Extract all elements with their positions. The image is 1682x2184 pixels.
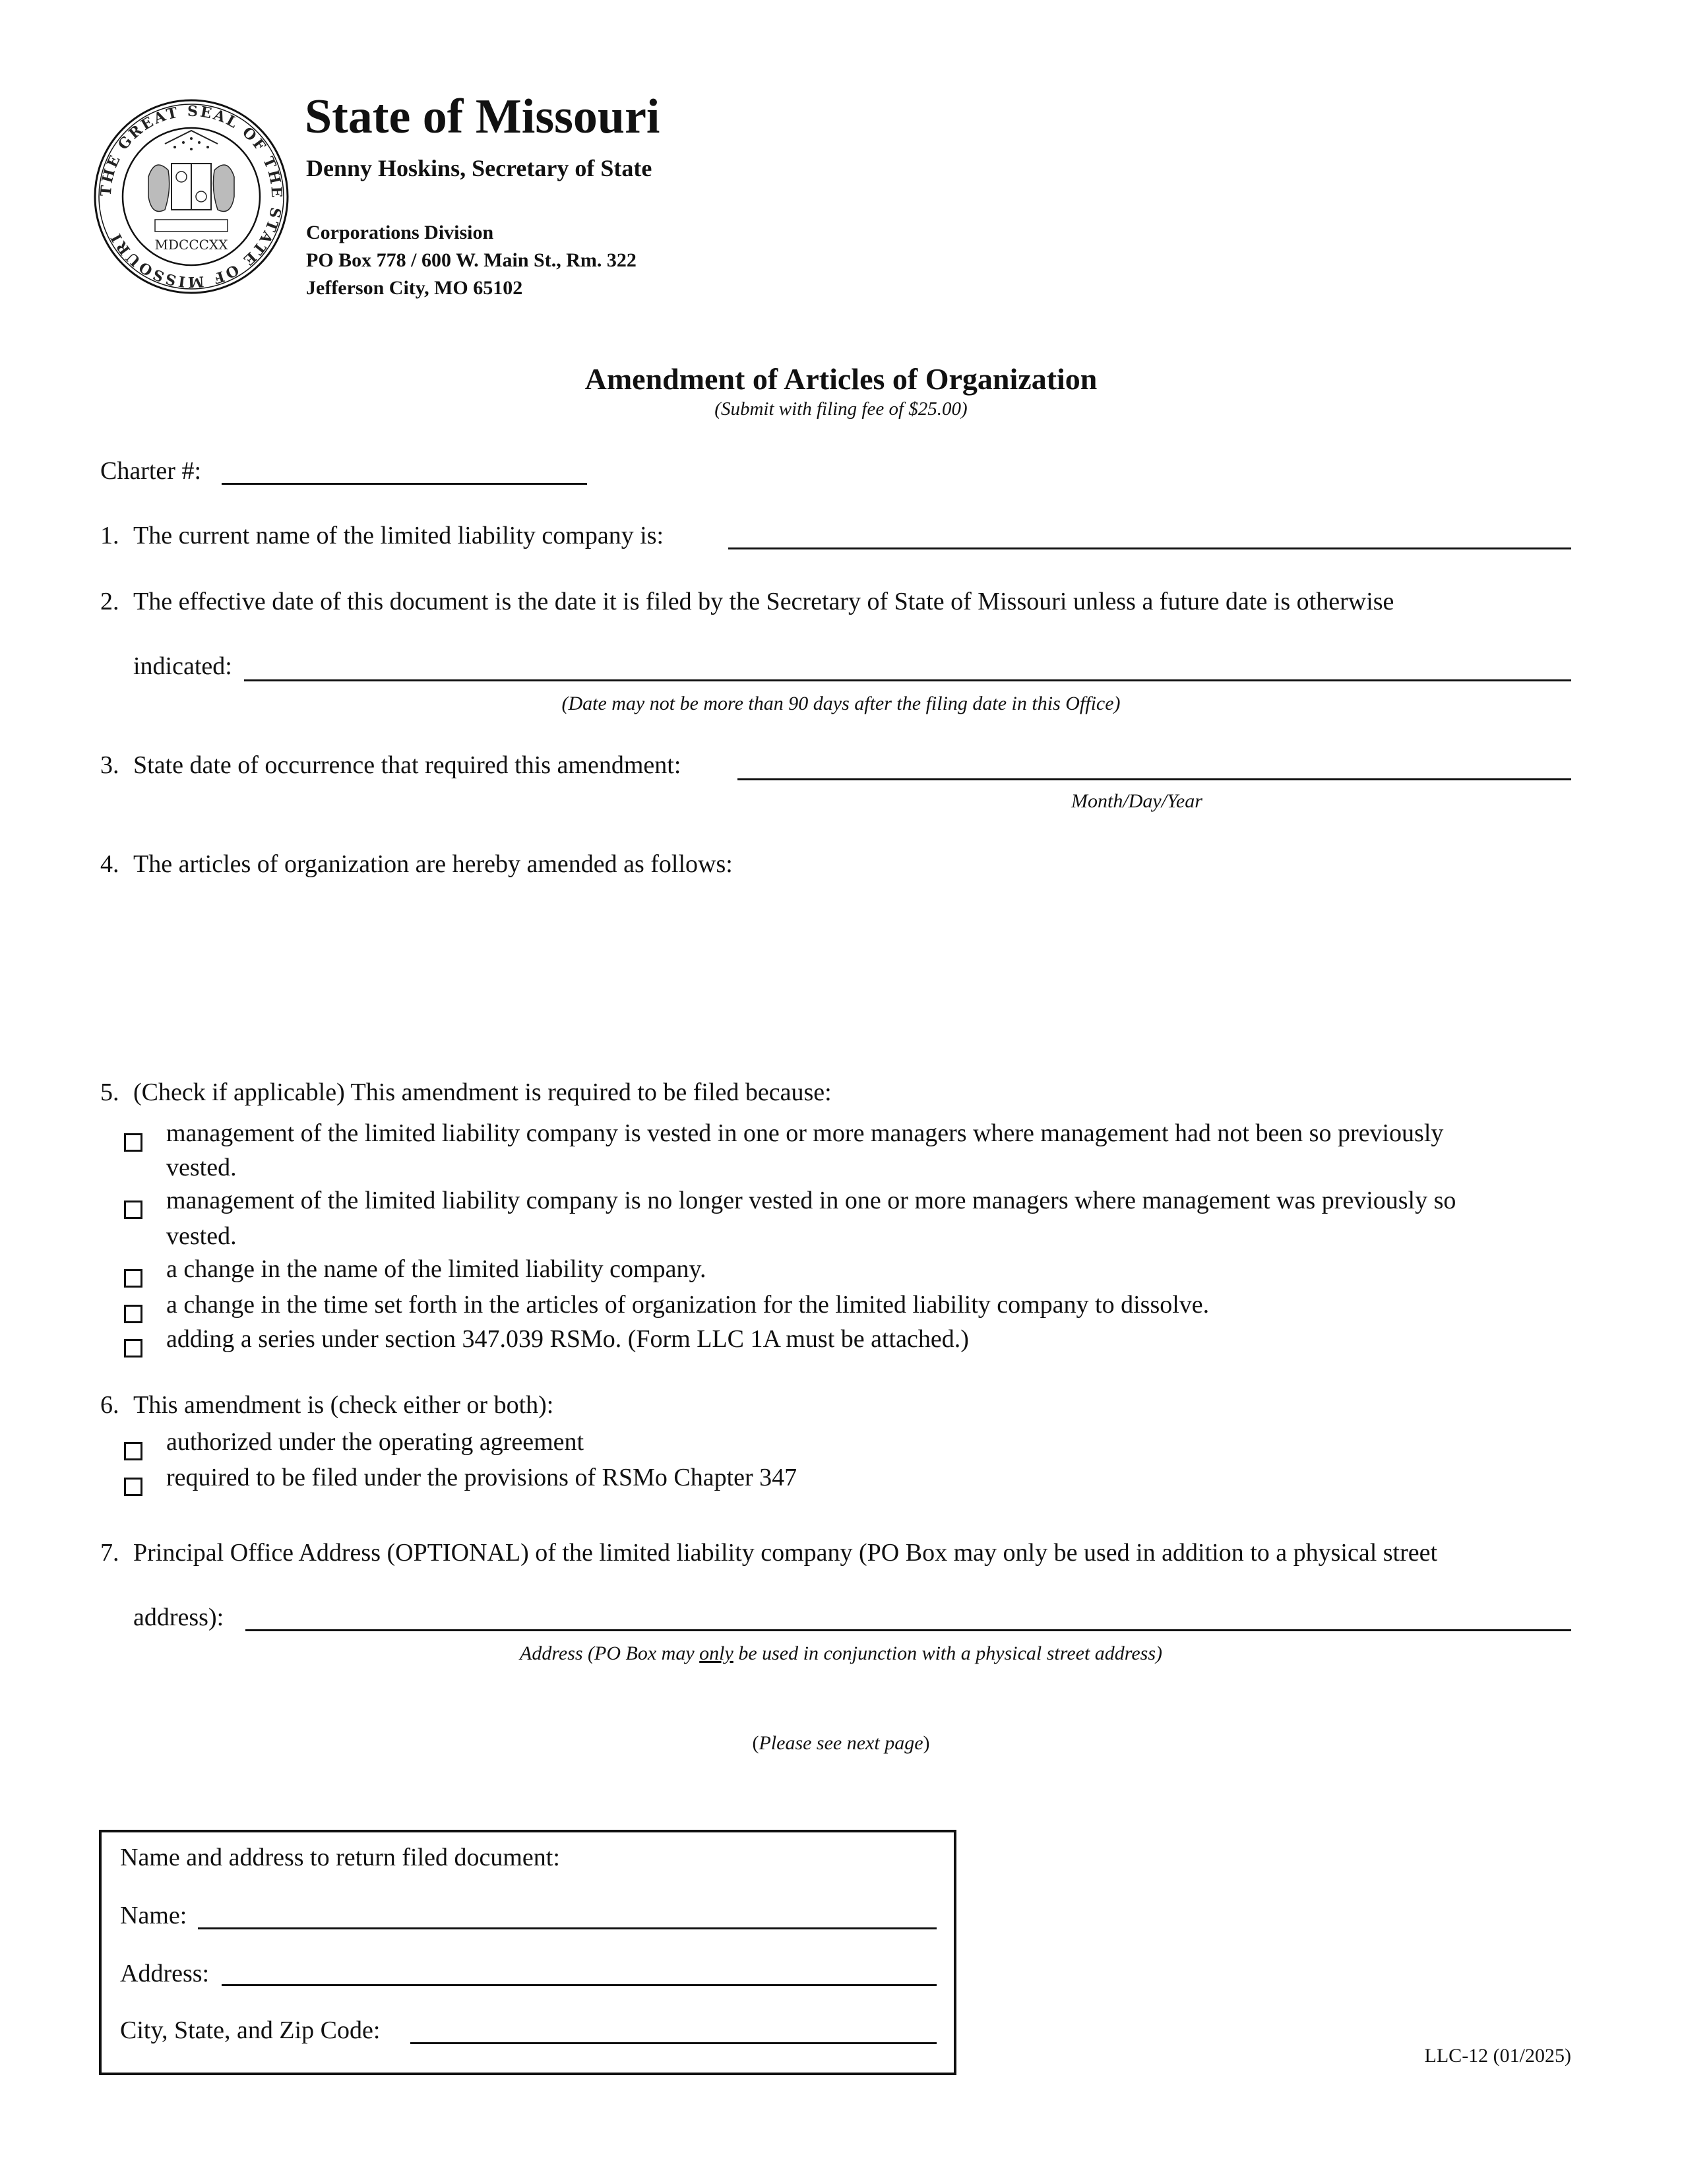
principal-address-input-line[interactable]	[245, 1629, 1571, 1631]
return-address-input-line[interactable]	[222, 1984, 937, 1986]
q2-number: 2.	[100, 588, 119, 615]
return-address-label: Address:	[120, 1960, 210, 1987]
q5-option-5-text: adding a series under section 347.039 RSMo. (Form LLC 1A must be attached.)	[166, 1325, 969, 1353]
q4-text: The articles of organization are hereby amended as follows:	[133, 850, 733, 878]
return-address-box	[99, 1830, 956, 2075]
svg-text:THE GREAT SEAL OF THE STATE OF: THE GREAT SEAL OF THE STATE OF MISSOURI	[97, 102, 286, 291]
q7-text: Principal Office Address (OPTIONAL) of the limited liability company (PO Box may only be used in addition to a physical street	[133, 1539, 1438, 1567]
form-title: Amendment of Articles of Organization	[584, 362, 1098, 396]
q5-option-2-text-cont: vested.	[166, 1222, 237, 1250]
return-name-input-line[interactable]	[198, 1927, 937, 1929]
q5-option-4-text: a change in the time set forth in the articles of organization for the limited liability company to dissolve.	[166, 1291, 1210, 1319]
secretary-name: Denny Hoskins, Secretary of State	[306, 155, 652, 181]
form-id: LLC-12 (01/2025)	[1424, 2045, 1571, 2067]
state-title: State of Missouri	[305, 90, 660, 144]
q3-number: 3.	[100, 751, 119, 779]
division-name: Corporations Division	[306, 222, 494, 243]
return-name-label: Name:	[120, 1902, 187, 1929]
q5-option-2-checkbox[interactable]	[124, 1201, 142, 1219]
next-page-note: (Please see next page)	[752, 1732, 930, 1754]
q6-option-1-text: authorized under the operating agreement	[166, 1428, 584, 1456]
q2-text: The effective date of this document is the date it is filed by the Secretary of State of Missouri unless a future date is otherwise	[133, 588, 1394, 615]
q4-number: 4.	[100, 850, 119, 878]
svg-text:MDCCCXX: MDCCCXX	[154, 237, 228, 253]
occurrence-date-input-line[interactable]	[737, 778, 1571, 780]
q6-text: This amendment is (check either or both):	[133, 1391, 554, 1419]
q5-option-4-checkbox[interactable]	[124, 1305, 142, 1323]
q7-continuation: address):	[133, 1604, 224, 1631]
q3-date-format-note: Month/Day/Year	[1071, 790, 1202, 812]
q5-option-3-text: a change in the name of the limited liability company.	[166, 1255, 706, 1283]
q6-number: 6.	[100, 1391, 119, 1419]
state-seal-logo	[92, 98, 290, 296]
q3-text: State date of occurrence that required this amendment:	[133, 751, 681, 779]
q6-option-2-checkbox[interactable]	[124, 1478, 142, 1496]
q2-continuation: indicated:	[133, 652, 232, 680]
q5-option-1-checkbox[interactable]	[124, 1133, 142, 1152]
q1-text: The current name of the limited liability company is:	[133, 522, 664, 549]
company-name-input-line[interactable]	[728, 547, 1571, 549]
charter-label: Charter #:	[100, 457, 202, 485]
q6-option-1-checkbox[interactable]	[124, 1442, 142, 1460]
return-box-heading: Name and address to return filed document:	[120, 1844, 560, 1871]
effective-date-input-line[interactable]	[244, 679, 1571, 681]
q5-text: (Check if applicable) This amendment is required to be filed because:	[133, 1078, 832, 1106]
return-city-label: City, State, and Zip Code:	[120, 2016, 381, 2044]
fee-note: (Submit with filing fee of $25.00)	[714, 398, 968, 420]
q5-option-2-text: management of the limited liability company is no longer vested in one or more managers where management was previously so	[166, 1187, 1456, 1214]
q2-date-note: (Date may not be more than 90 days after the filing date in this Office)	[561, 693, 1121, 714]
charter-input-line[interactable]	[222, 483, 587, 485]
q1-number: 1.	[100, 522, 119, 549]
division-address-line1: PO Box 778 / 600 W. Main St., Rm. 322	[306, 249, 637, 271]
q6-option-2-text: required to be filed under the provisions of RSMo Chapter 347	[166, 1464, 797, 1491]
q5-option-1-text: management of the limited liability company is vested in one or more managers where management had not been so previously	[166, 1119, 1444, 1147]
q5-number: 5.	[100, 1078, 119, 1106]
q5-option-5-checkbox[interactable]	[124, 1339, 142, 1357]
q7-address-note: Address (PO Box may only be used in conjunction with a physical street address)	[520, 1642, 1162, 1664]
q5-option-1-text-cont: vested.	[166, 1154, 237, 1181]
return-city-input-line[interactable]	[410, 2042, 937, 2044]
q5-option-3-checkbox[interactable]	[124, 1269, 142, 1288]
division-address-line2: Jefferson City, MO 65102	[306, 277, 523, 299]
q7-number: 7.	[100, 1539, 119, 1567]
